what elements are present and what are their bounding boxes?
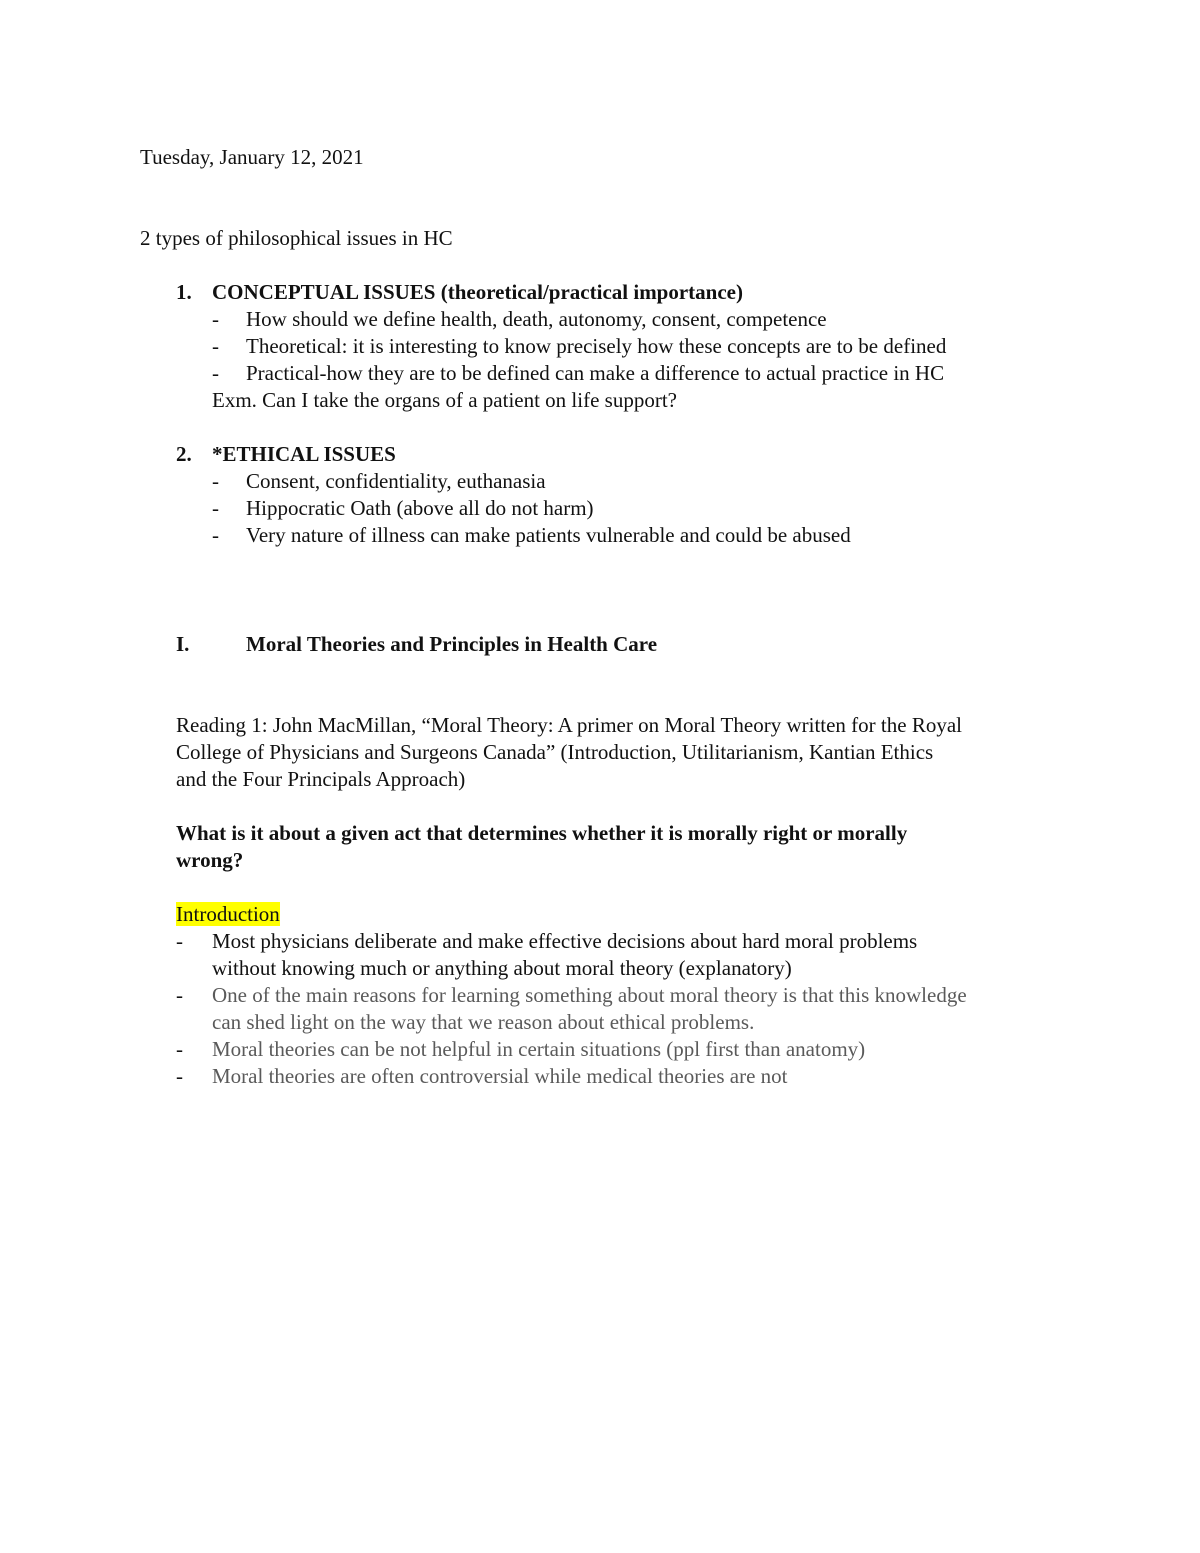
list-dash: -	[212, 361, 219, 385]
list-dash: -	[176, 1037, 183, 1061]
bullet-item: Practical-how they are to be defined can make a difference to actual practice in HC	[246, 361, 945, 385]
question-line-2: wrong?	[176, 848, 244, 872]
question-line-1: What is it about a given act that determines whether it is morally right or morally	[176, 821, 908, 845]
list-number-1: 1.	[176, 280, 192, 304]
bullet-item: One of the main reasons for learning something about moral theory is that this knowledge	[212, 983, 967, 1007]
date-line: Tuesday, January 12, 2021	[140, 145, 364, 169]
bullet-item: Hippocratic Oath (above all do not harm)	[246, 496, 594, 520]
list-number-2: 2.	[176, 442, 192, 466]
part-heading: Moral Theories and Principles in Health Care	[246, 632, 658, 656]
introduction-heading	[176, 901, 280, 928]
bullet-item-continued: without knowing much or anything about moral theory (explanatory)	[212, 956, 792, 980]
bullet-item: Consent, confidentiality, euthanasia	[246, 469, 546, 493]
reading-line-1: Reading 1: John MacMillan, “Moral Theory: A primer on Moral Theory written for the Royal	[176, 713, 962, 737]
list-dash: -	[176, 929, 183, 953]
reading-line-3: and the Four Principals Approach)	[176, 767, 466, 791]
highlighted-text: Introduction	[176, 902, 280, 926]
bullet-item: Very nature of illness can make patients vulnerable and could be abused	[246, 523, 851, 547]
bullet-item: How should we define health, death, autonomy, consent, competence	[246, 307, 827, 331]
bullet-item: Moral theories can be not helpful in certain situations (ppl first than anatomy)	[212, 1037, 866, 1061]
section-heading-conceptual: CONCEPTUAL ISSUES (theoretical/practical importance)	[212, 280, 743, 304]
list-dash: -	[212, 334, 219, 358]
bullet-item: Theoretical: it is interesting to know precisely how these concepts are to be defined	[246, 334, 947, 358]
bullet-item: Moral theories are often controversial while medical theories are not	[212, 1064, 788, 1088]
list-dash: -	[212, 307, 219, 331]
bullet-item: Most physicians deliberate and make effective decisions about hard moral problems	[212, 929, 918, 953]
roman-numeral: I.	[176, 632, 190, 656]
list-dash: -	[212, 496, 219, 520]
example-line: Exm. Can I take the organs of a patient on life support?	[212, 388, 677, 412]
list-dash: -	[212, 469, 219, 493]
intro-line: 2 types of philosophical issues in HC	[140, 226, 453, 250]
list-dash: -	[176, 1064, 183, 1088]
list-dash: -	[212, 523, 219, 547]
section-heading-ethical: *ETHICAL ISSUES	[212, 442, 396, 466]
reading-line-2: College of Physicians and Surgeons Canada” (Introduction, Utilitarianism, Kantian Ethics	[176, 740, 934, 764]
bullet-item-continued: can shed light on the way that we reason about ethical problems.	[212, 1010, 755, 1034]
list-dash: -	[176, 983, 183, 1007]
